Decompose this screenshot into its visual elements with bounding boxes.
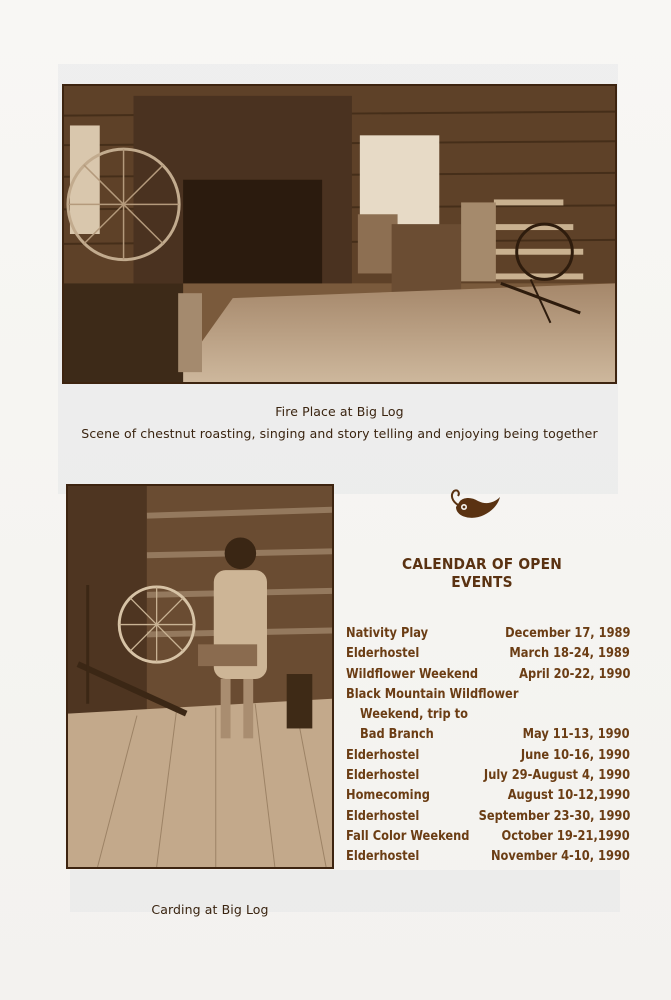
event-name: Elderhostel [346,646,420,662]
event-date: July 29-August 4, 1990 [483,768,630,784]
event-row [346,687,630,707]
event-row [346,809,630,829]
event-date: September 23-30, 1990 [478,808,630,824]
event-row [346,829,630,849]
event-row [346,707,630,727]
carding-photo [66,484,334,869]
event-date: May 11-13, 1990 [523,727,630,743]
event-name: Nativity Play [346,626,429,641]
event-name: Elderhostel [346,768,420,784]
fireplace-photo [62,84,617,384]
event-name: Elderhostel [346,849,420,865]
events-list [346,626,630,870]
calendar-title: CALENDAR OF OPEN EVENTS [402,555,562,591]
event-date: March 18-24, 1989 [509,646,630,662]
event-name: Homecoming [346,788,430,804]
event-row [346,788,630,808]
fireplace-caption-title: Fire Place at Big Log [275,404,404,419]
event-name: Weekend, trip to [360,707,468,723]
event-name: Elderhostel [346,747,420,763]
event-row [346,727,630,747]
carding-caption: Carding at Big Log [151,902,269,917]
event-row [346,849,630,869]
event-row [346,748,630,768]
event-row [346,646,630,666]
event-date: November 4-10, 1990 [491,849,630,865]
event-name: Wildflower Weekend [346,666,479,682]
event-date: June 10-16, 1990 [520,747,630,763]
event-date: December 17, 1989 [504,626,630,641]
event-row [346,667,630,687]
event-date: April 20-22, 1990 [518,666,630,682]
event-row [346,768,630,788]
event-name: Bad Branch [360,727,434,743]
fireplace-photo-image [64,86,615,382]
decorative-flourish-icon [446,487,502,521]
event-date: August 10-12,1990 [507,788,630,804]
event-name: Fall Color Weekend [346,828,470,844]
event-date: October 19-21,1990 [501,828,630,844]
carding-photo-image [68,486,332,867]
event-row [346,626,630,646]
event-name: Black Mountain Wildflower [346,686,519,702]
fireplace-caption-description: Scene of chestnut roasting, singing and story telling and enjoying being together [81,426,598,441]
event-name: Elderhostel [346,808,420,824]
